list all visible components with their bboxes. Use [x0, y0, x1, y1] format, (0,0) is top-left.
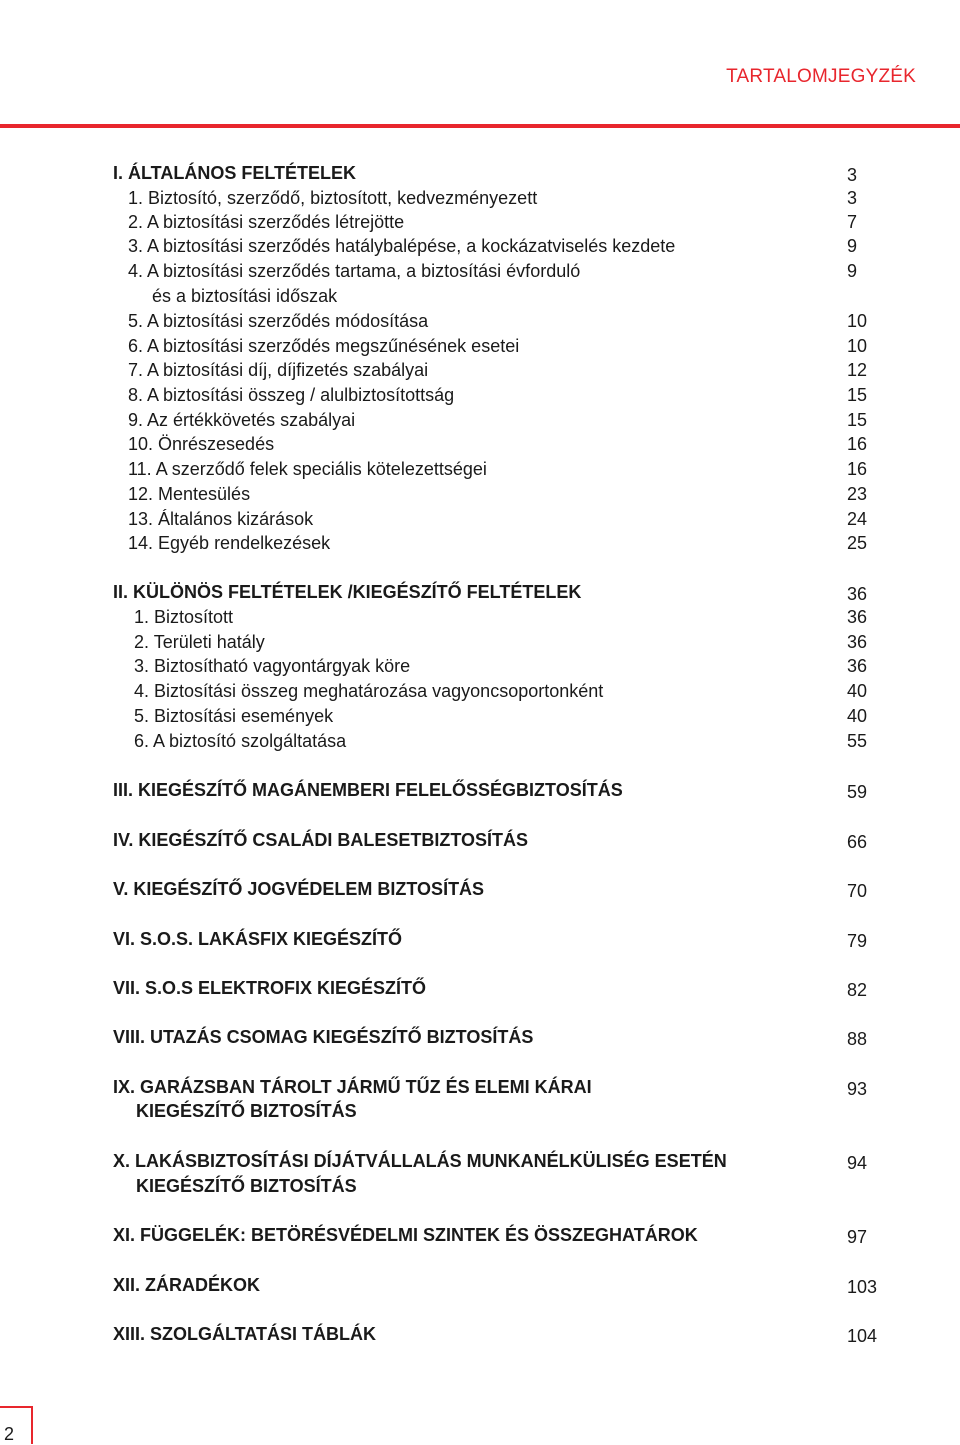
toc-entry-page: 40: [847, 681, 868, 701]
toc-item: [0, 483, 960, 507]
toc-entry-page: 93: [847, 1079, 868, 1099]
toc-entry-title: IV. KIEGÉSZÍTŐ CSALÁDI BALESETBIZTOSÍTÁS: [113, 830, 529, 850]
toc-entry-title: 5. Biztosítási események: [134, 706, 334, 726]
toc-item: [0, 655, 960, 679]
toc-entry-page: 25: [847, 533, 868, 553]
toc-heading: [0, 1100, 960, 1124]
toc-entry-title: 2. A biztosítási szerződés létrejötte: [128, 212, 405, 232]
toc-heading: [0, 1175, 960, 1199]
toc-entry-title: 12. Mentesülés: [128, 484, 251, 504]
toc-entry-title: 7. A biztosítási díj, díjfizetés szabályai: [128, 360, 429, 380]
toc-entry-page: 3: [847, 188, 858, 208]
toc-item: [0, 260, 960, 284]
toc-entry-title: III. KIEGÉSZÍTŐ MAGÁNEMBERI FELELŐSSÉGBIZTOSÍTÁS: [113, 780, 623, 800]
toc-heading: [0, 1026, 960, 1050]
toc-heading: [0, 1150, 960, 1174]
toc-entry-title: 11. A szerződő felek speciális kötelezettségei: [128, 459, 487, 479]
toc-item: [0, 680, 960, 704]
toc-entry-title: XI. FÜGGELÉK: BETÖRÉSVÉDELMI SZINTEK ÉS ÖSSZEGHATÁROK: [113, 1225, 698, 1245]
toc-item: [0, 730, 960, 754]
toc-entry-title: I. ÁLTALÁNOS FELTÉTELEK: [113, 163, 356, 183]
toc-entry-page: 16: [847, 459, 868, 479]
toc-entry-title: 6. A biztosítási szerződés megszűnésének esetei: [128, 336, 520, 356]
toc-entry-title: XII. ZÁRADÉKOK: [113, 1275, 261, 1295]
toc-entry-title: 8. A biztosítási összeg / alulbiztosítottság: [128, 385, 455, 405]
toc-heading: [0, 878, 960, 902]
toc-item: [0, 606, 960, 630]
toc-entry-page: 104: [847, 1326, 878, 1346]
toc-entry-page: 55: [847, 731, 868, 751]
toc-entry-title: V. KIEGÉSZÍTŐ JOGVÉDELEM BIZTOSÍTÁS: [113, 879, 485, 899]
toc-entry-page: 15: [847, 410, 868, 430]
toc-heading: [0, 829, 960, 853]
toc-entry-page: 40: [847, 706, 868, 726]
toc-entry-page: 88: [847, 1029, 868, 1049]
toc-item: [0, 631, 960, 655]
toc-item: [0, 433, 960, 457]
toc-entry-title: VII. S.O.S ELEKTROFIX KIEGÉSZÍTŐ: [113, 978, 427, 998]
toc-entry-page: 7: [847, 212, 858, 232]
toc-entry-page: 79: [847, 931, 868, 951]
toc-entry-page: 24: [847, 509, 868, 529]
toc-entry-title: 10. Önrészesedés: [128, 434, 275, 454]
toc-entry-page: 66: [847, 832, 868, 852]
toc-item: [0, 384, 960, 408]
toc-entry-page: 94: [847, 1153, 868, 1173]
toc-entry-page: 36: [847, 607, 868, 627]
toc-item: [0, 285, 960, 309]
toc-entry-page: 70: [847, 881, 868, 901]
toc-heading: [0, 779, 960, 803]
toc-entry-title: VIII. UTAZÁS CSOMAG KIEGÉSZÍTŐ BIZTOSÍTÁS: [113, 1027, 534, 1047]
toc-heading: [0, 1323, 960, 1347]
toc-entry-title: KIEGÉSZÍTŐ BIZTOSÍTÁS: [136, 1176, 357, 1196]
toc-entry-title: XIII. SZOLGÁLTATÁSI TÁBLÁK: [113, 1324, 376, 1344]
toc-entry-page: 59: [847, 782, 868, 802]
toc-entry-title: 13. Általános kizárások: [128, 509, 314, 529]
toc-heading: [0, 928, 960, 952]
toc-item: [0, 359, 960, 383]
toc-entry-title: IX. GARÁZSBAN TÁROLT JÁRMŰ TŰZ ÉS ELEMI KÁRAI: [113, 1077, 592, 1097]
toc-item: [0, 187, 960, 211]
toc-entry-page: 103: [847, 1277, 878, 1297]
toc-item: [0, 310, 960, 334]
toc-entry-page: 10: [847, 336, 868, 356]
toc-entry-title: 6. A biztosító szolgáltatása: [134, 731, 347, 751]
toc-entry-title: 14. Egyéb rendelkezések: [128, 533, 331, 553]
toc-entry-page: 3: [847, 165, 858, 185]
toc-heading: [0, 162, 960, 186]
toc-heading: [0, 1076, 960, 1100]
toc-entry-title: 3. Biztosítható vagyontárgyak köre: [134, 656, 411, 676]
toc-item: [0, 532, 960, 556]
toc-entry-page: 36: [847, 584, 868, 604]
toc-item: [0, 211, 960, 235]
toc-heading: [0, 581, 960, 605]
toc-entry-title: 2. Területi hatály: [134, 632, 265, 652]
toc-entry-title: 1. Biztosító, szerződő, biztosított, kedvezményezett: [128, 188, 538, 208]
toc-entry-title: és a biztosítási időszak: [152, 286, 338, 306]
toc-entry-title: KIEGÉSZÍTŐ BIZTOSÍTÁS: [136, 1101, 357, 1121]
toc-entry-page: 9: [847, 261, 858, 281]
toc-heading: [0, 1224, 960, 1248]
toc-entry-title: 1. Biztosított: [134, 607, 234, 627]
toc-entry-title: 4. A biztosítási szerződés tartama, a biztosítási évforduló: [128, 261, 581, 281]
toc-item: [0, 335, 960, 359]
toc-entry-page: 97: [847, 1227, 868, 1247]
toc-entry-title: II. KÜLÖNÖS FELTÉTELEK /KIEGÉSZÍTŐ FELTÉTELEK: [113, 582, 582, 602]
page-number: 2: [4, 1424, 15, 1444]
toc-heading: [0, 977, 960, 1001]
toc-entry-title: 5. A biztosítási szerződés módosítása: [128, 311, 429, 331]
toc-entry-page: 12: [847, 360, 868, 380]
toc-entry-title: 9. Az értékkövetés szabályai: [128, 410, 356, 430]
toc-entry-page: 82: [847, 980, 868, 1000]
toc-item: [0, 508, 960, 532]
toc-entry-page: 10: [847, 311, 868, 331]
toc-entry-page: 16: [847, 434, 868, 454]
header-divider: [0, 124, 960, 128]
toc-entry-title: 3. A biztosítási szerződés hatálybalépése, a kockázatviselés kezdete: [128, 236, 676, 256]
toc-entry-page: 15: [847, 385, 868, 405]
toc-heading: [0, 1274, 960, 1298]
page-title: TARTALOMJEGYZÉK: [726, 66, 916, 87]
toc-entry-page: 9: [847, 236, 858, 256]
toc-item: [0, 458, 960, 482]
toc-entry-title: 4. Biztosítási összeg meghatározása vagyoncsoportonként: [134, 681, 604, 701]
toc-entry-title: X. LAKÁSBIZTOSÍTÁSI DÍJÁTVÁLLALÁS MUNKANÉLKÜLISÉG ESETÉN: [113, 1151, 727, 1171]
toc-item: [0, 705, 960, 729]
toc-item: [0, 409, 960, 433]
toc-entry-page: 23: [847, 484, 868, 504]
toc-item: [0, 235, 960, 259]
toc-entry-title: VI. S.O.S. LAKÁSFIX KIEGÉSZÍTŐ: [113, 929, 403, 949]
toc-entry-page: 36: [847, 656, 868, 676]
toc-entry-page: 36: [847, 632, 868, 652]
